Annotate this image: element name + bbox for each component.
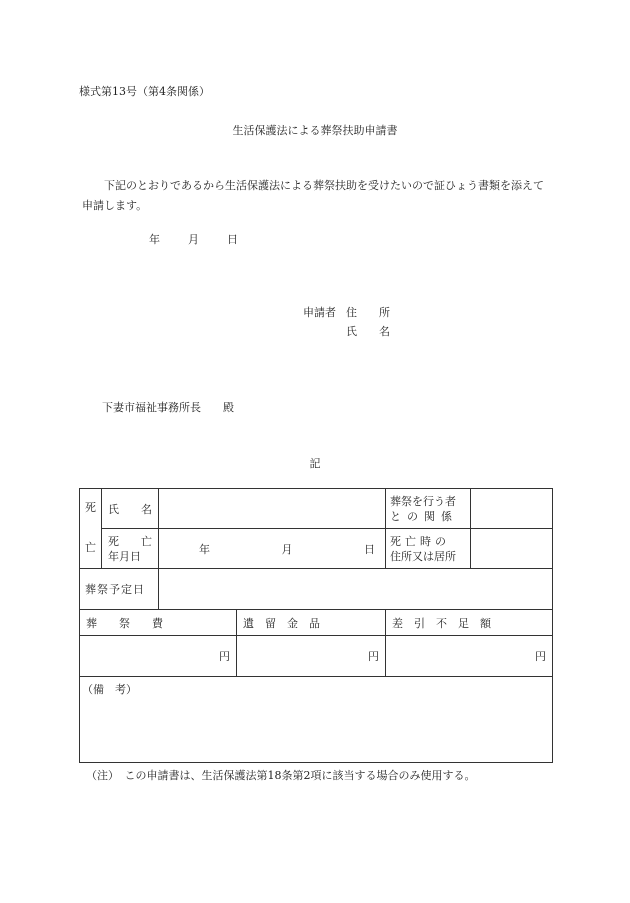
- death-address-field[interactable]: [471, 529, 553, 569]
- deceased-section-label: [80, 489, 102, 569]
- applicant-address-label: 住 所: [346, 306, 390, 319]
- remaining-goods-field[interactable]: [237, 636, 386, 677]
- form-number: 様式第13号（第4条関係）: [79, 85, 210, 98]
- date-month-label: 月: [188, 233, 199, 246]
- applicant-address-row: [303, 304, 390, 320]
- yen-label: 円: [535, 650, 547, 663]
- applicant-name-label: 氏 名: [346, 325, 390, 338]
- remarks-field[interactable]: [80, 677, 553, 763]
- funeral-date-field[interactable]: [159, 569, 553, 610]
- deceased-label-top: 死: [85, 501, 96, 514]
- relation-field[interactable]: [471, 489, 553, 529]
- deceased-name-field[interactable]: [159, 489, 386, 529]
- document-title: 生活保護法による葬祭扶助申請書: [232, 124, 398, 137]
- death-month-label: 月: [281, 542, 293, 556]
- deceased-label-bottom: 亡: [85, 541, 96, 554]
- footnote: （注） この申請書は、生活保護法第18条第2項に該当する場合のみ使用する。: [86, 769, 476, 782]
- application-table: [79, 488, 553, 763]
- date-year-label: 年: [149, 233, 160, 246]
- death-year-label: 年: [199, 542, 210, 556]
- shortfall-field[interactable]: [386, 636, 553, 677]
- application-date: [149, 231, 238, 247]
- death-date-field[interactable]: [159, 529, 386, 569]
- death-date-label: 死 亡 年月日: [102, 529, 159, 569]
- application-statement: 下記のとおりであるから生活保護法による葬祭扶助を受けたいので証ひょう書類を添えて申請します。: [82, 179, 544, 212]
- funeral-cost-label: 葬 祭 費: [80, 610, 237, 636]
- remarks-label: （備 考）: [82, 683, 137, 696]
- remaining-goods-label: 遺 留 金 品: [237, 610, 386, 636]
- ki-heading: 記: [309, 457, 321, 470]
- death-address-label: 死亡時の 住所又は居所: [386, 529, 471, 569]
- applicant-label: 申請者: [303, 306, 336, 319]
- funeral-cost-field[interactable]: [80, 636, 237, 677]
- addressee: 下妻市福祉事務所長 殿: [102, 401, 234, 414]
- death-day-label: 日: [364, 542, 375, 556]
- yen-label: 円: [368, 650, 380, 663]
- name-label: 氏 名: [102, 489, 159, 529]
- relation-label: 葬祭を行う者 との関係: [386, 489, 471, 529]
- date-day-label: 日: [227, 233, 238, 246]
- shortfall-label: 差 引 不 足 額: [386, 610, 553, 636]
- funeral-date-label: 葬祭予定日: [80, 569, 159, 610]
- yen-label: 円: [219, 650, 230, 663]
